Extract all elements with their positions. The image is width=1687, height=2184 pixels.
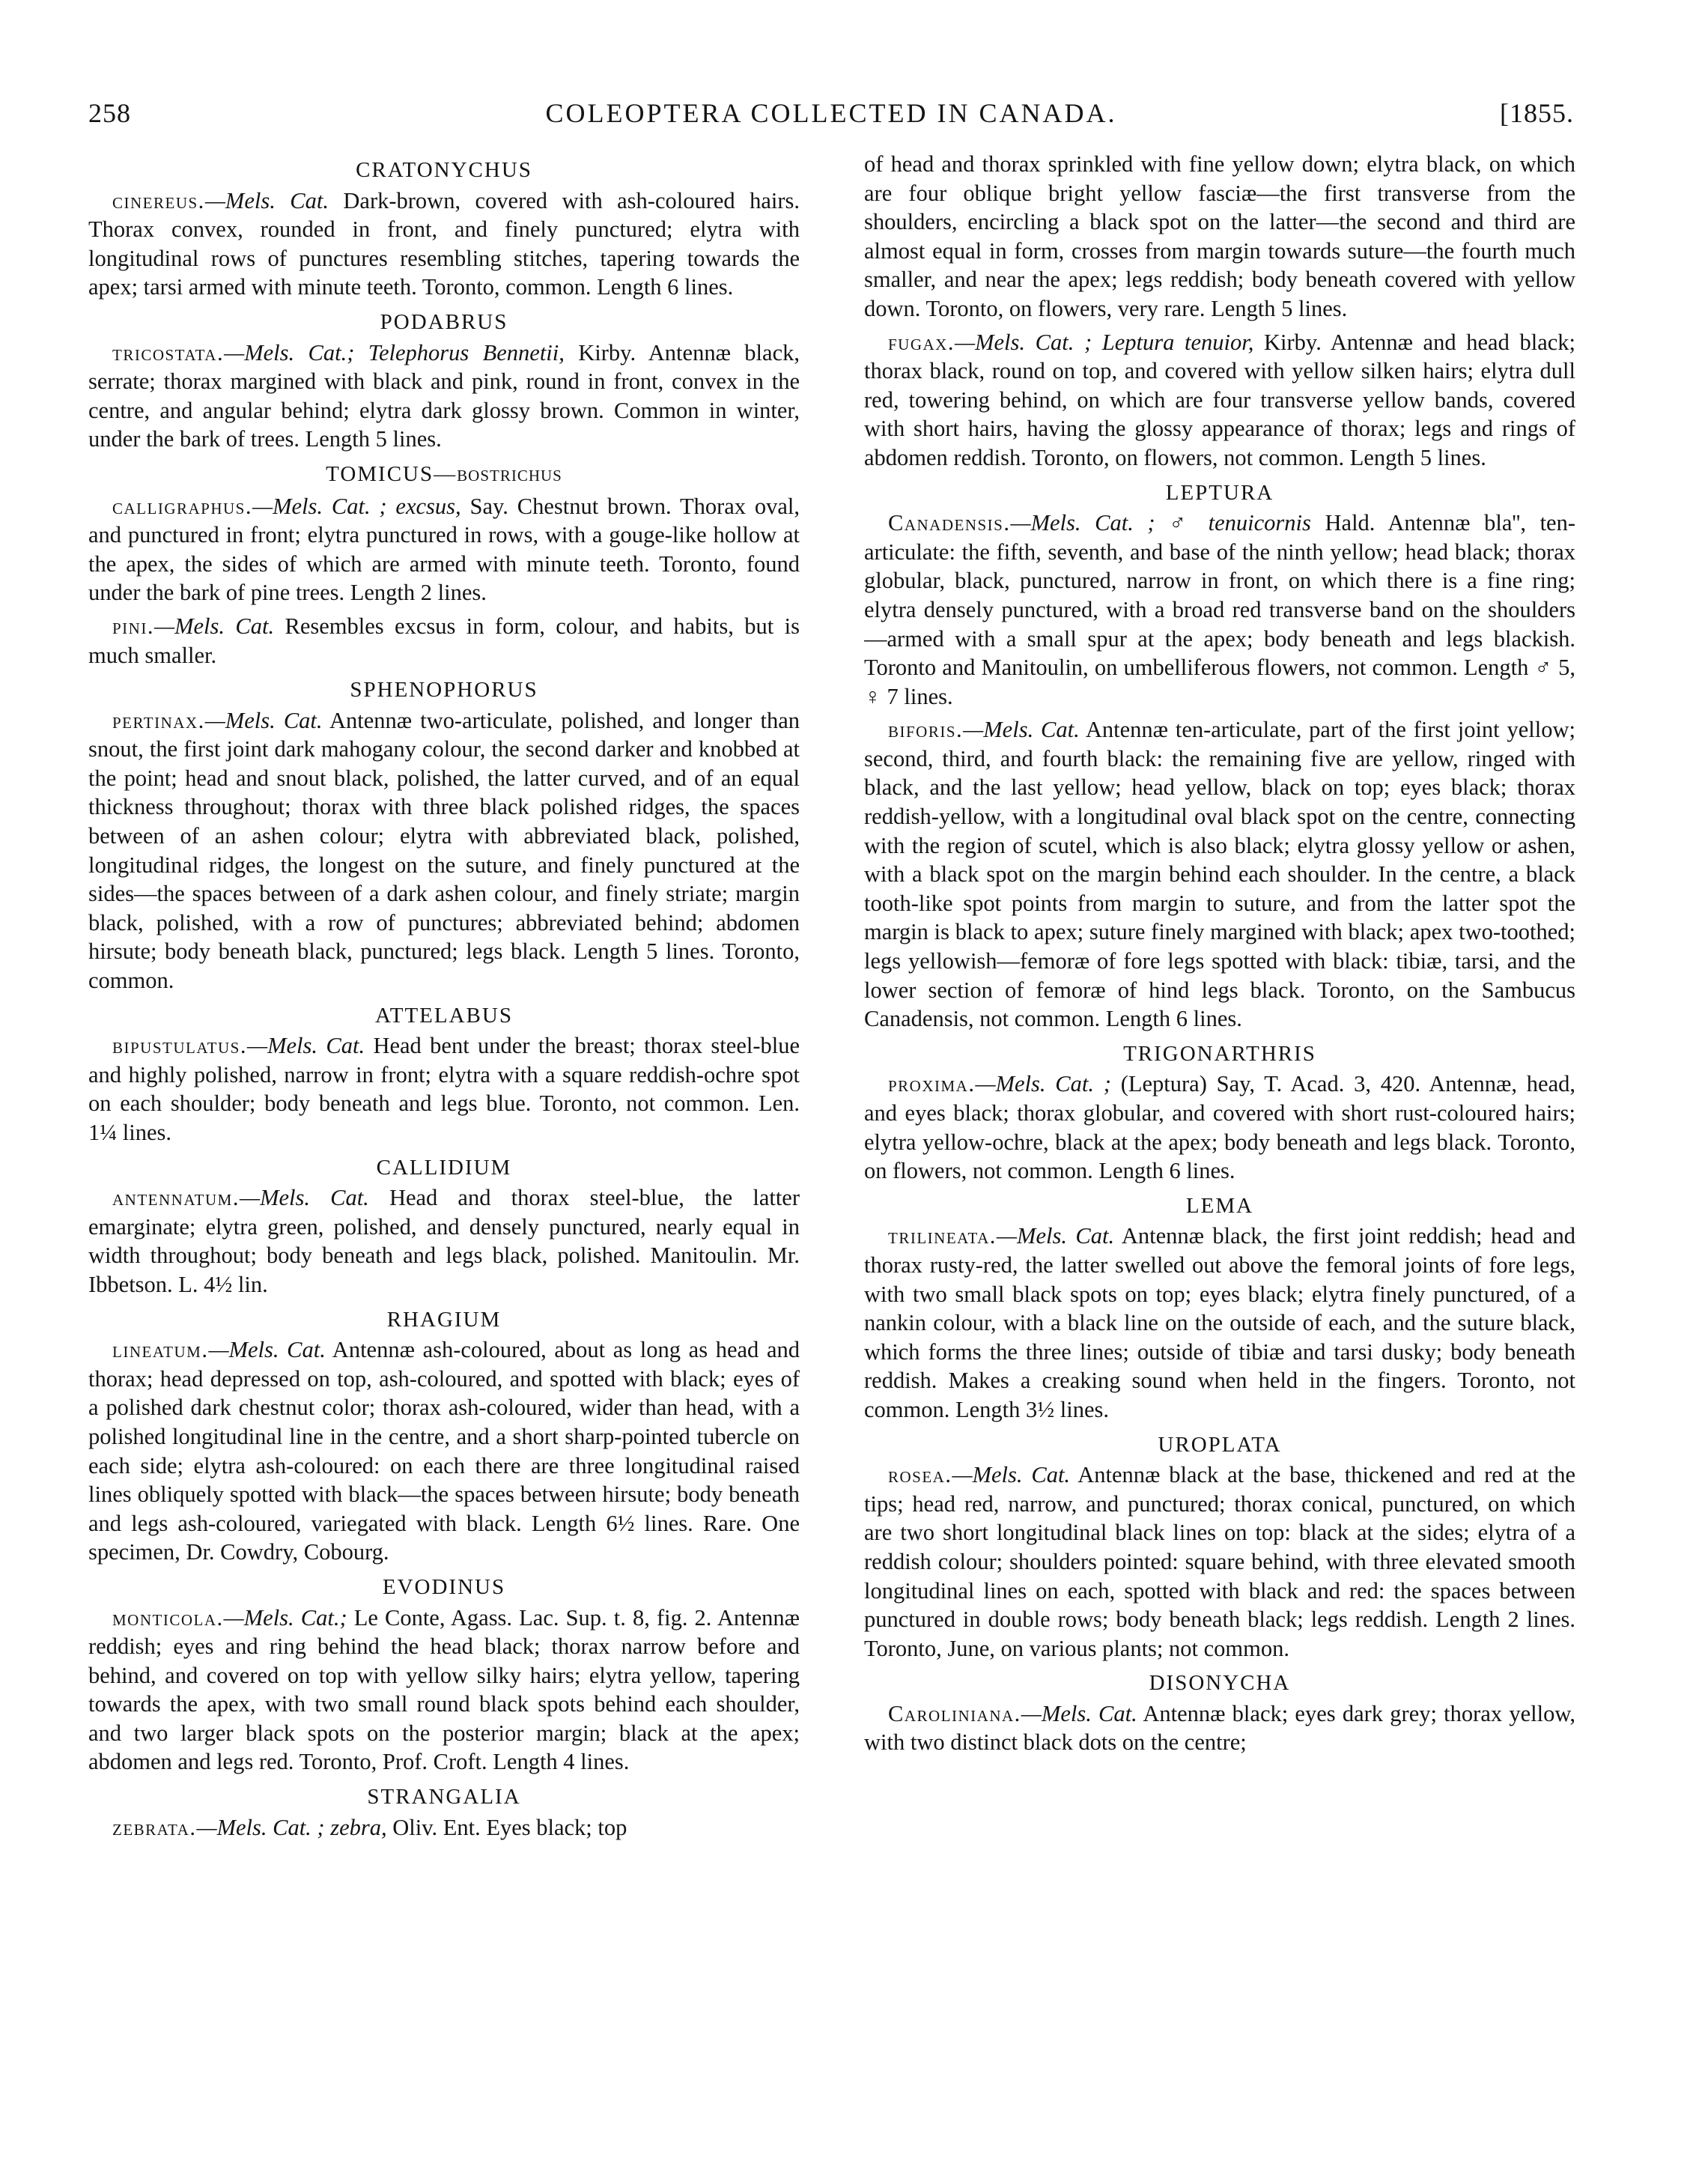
species-name: Canadensis. (888, 510, 1011, 536)
citation: —Mels. Cat. (246, 1033, 365, 1059)
citation: —Mels. Cat. (204, 707, 323, 733)
genus-heading (864, 1431, 1575, 1460)
species-entry (88, 1604, 800, 1777)
species-entry (88, 186, 800, 302)
genus-name: CALLIDIUM (376, 1155, 512, 1180)
citation: —Mels. Cat. ; zebra, (196, 1814, 387, 1840)
genus-heading (88, 1573, 800, 1602)
genus-name: TRIGONARTHRIS (1123, 1041, 1316, 1066)
species-entry (88, 492, 800, 607)
running-title: COLEOPTERA COLLECTED IN CANADA. (545, 98, 1117, 128)
species-entry (88, 339, 800, 454)
genus-heading (88, 156, 800, 185)
species-name: biforis. (888, 717, 964, 743)
genus-name: EVODINUS (382, 1574, 506, 1599)
citation: —Mels. Cat. (239, 1185, 369, 1211)
genus-name: LEMA (1185, 1193, 1254, 1218)
citation: —Mels. Cat. (996, 1223, 1115, 1249)
genus-heading (88, 1305, 800, 1335)
species-name: zebrata. (112, 1814, 197, 1840)
year-label: [1855. (1500, 98, 1574, 128)
genus-heading (864, 1040, 1575, 1069)
citation: —Mels. Cat.; (223, 1604, 347, 1631)
species-name: pini. (112, 613, 154, 639)
citation: —Mels. Cat. (1021, 1700, 1137, 1726)
species-entry (864, 1460, 1575, 1663)
description-text: Dark-brown, covered with ash-coloured hairs. Thorax convex, rounded in front, and finely punctured; elytra with longitudinal rows of punctures resembling stitches, tapering towards the apex; tarsi armed with minute teeth. Toronto, common. Length 6 lines. (88, 187, 800, 300)
genus-name: SPHENOPHORUS (350, 678, 538, 703)
citation: —Mels. Cat. ; (975, 1071, 1111, 1097)
genus-heading (88, 460, 800, 491)
species-entry (864, 328, 1575, 473)
species-name: cinereus. (112, 187, 205, 213)
description-text: Hald. Antennæ bla'', ten-articulate: the fifth, seventh, and base of the ninth yellow; head black; thorax globular, black, punctured, narrow in front, on which there is a fine ring; elytra densely punctured, with a broad red transverse band on the shoulders—armed with a small spur at the apex; body beneath and legs blackish. Toronto and Manitoulin, on umbelliferous flowers, not common. Length ♂ 5, ♀ 7 lines. (864, 510, 1575, 709)
description-text: Kirby. Antennæ and head black; thorax black, round on top, and covered with yellow silken hairs; elytra dull red, towering behind, on which are four transverse yellow bands, covered with short hairs, having the glossy appearance of thorax; legs and rings of abdomen reddish. Toronto, on flowers, not common. Length 5 lines. (864, 329, 1575, 470)
genus-heading (88, 1783, 800, 1812)
citation: —Mels. Cat. ; ♂ tenuicornis (1010, 510, 1311, 536)
genus-heading (864, 1669, 1575, 1698)
description-text: Antennæ ash-coloured, about as long as head and thorax; head depressed on top, ash-coloured, and spotted with black; eyes of a polished dark chestnut color; thorax ash-coloured, wider than head, with a polished longitudinal line in the centre, and a short sharp-pointed tubercle on each side; elytra ash-coloured: on each there are three longitudinal raised lines obliquely spotted with black—the spaces between hirsute; body beneath and legs ash-coloured, variegated with black. Length 6½ lines. Rare. One specimen, Dr. Cowdry, Cobourg. (88, 1337, 800, 1565)
species-entry (88, 1335, 800, 1567)
page-number: 258 (88, 98, 131, 128)
citation: —Mels. Cat. ; excsus, (252, 493, 461, 519)
genus-heading (864, 479, 1575, 508)
species-name: proxima. (888, 1071, 976, 1097)
species-name: calligraphus. (112, 493, 252, 519)
description-text: Antennæ two-articulate, polished, and longer than snout, the first joint dark mahogany colour, the second darker and knobbed at the point; head and snout black, polished, the latter curved, and of an equal thickness throughout; thorax with three black polished ridges, the spaces between of an ashen colour; elytra with abbreviated black, polished, longitudinal ridges, the longest on the suture, and finely punctured at the sides—the spaces between of a dark ashen colour, and finely striate; margin black, polished, with a row of punctures; abbreviated behind; abdomen hirsute; body beneath black, punctured; legs black. Length 5 lines. Toronto, common. (88, 707, 800, 994)
genus-name: UROPLATA (1158, 1432, 1282, 1457)
genus-name: ATTELABUS (375, 1003, 513, 1028)
species-entry (864, 1070, 1575, 1185)
species-entry (88, 1031, 800, 1147)
species-name: bipustulatus. (112, 1033, 247, 1059)
description-text: of head and thorax sprinkled with fine yellow down; elytra black, on which are four oblique bright yellow fasciæ—the first transverse from the shoulders, encircling a black spot on the latter—the second and third are almost equal in form, crosses from margin towards suture—the fourth much smaller, and near the apex; legs reddish; body beneath covered with yellow down. Toronto, on flowers, very rare. Length 5 lines. (864, 151, 1575, 321)
citation: —Mels. Cat. (208, 1337, 326, 1363)
genus-name: PODABRUS (380, 309, 508, 334)
species-name: trilineata. (888, 1223, 997, 1249)
species-name: antennatum. (112, 1185, 240, 1211)
description-text: Antennæ black; eyes dark grey; thorax yellow, with two distinct black dots on the centre; (864, 1700, 1575, 1756)
species-entry (864, 509, 1575, 711)
citation: —Mels. Cat. (963, 717, 1080, 743)
left-column (88, 150, 800, 2120)
description-text: Head and thorax steel-blue, the latter emarginate; elytra green, polished, and densely punctured, nearly equal in width throughout; body beneath and legs black, polished. Manitoulin. Mr. Ibbetson. L. 4½ lin. (88, 1185, 800, 1297)
species-entry (88, 706, 800, 995)
species-entry (864, 150, 1575, 324)
description-text: Head bent under the breast; thorax steel-blue and highly polished, narrow in front; elytra with a square reddish-ochre spot on each shoulder; body beneath and legs blue. Toronto, not common. Len. 1¼ lines. (88, 1033, 800, 1145)
citation: —Mels. Cat. (952, 1462, 1071, 1488)
species-name: tricostata. (112, 339, 225, 365)
species-entry (88, 1183, 800, 1299)
description-text: Antennæ black, the first joint reddish; head and thorax rusty-red, the latter swelled out above the femoral joints of fore legs, with two small black spots on top; eyes black; elytra finely punctured, of a nankin colour, with a black line on the outside of each, and the suture black, which forms the three lines; outside of tibiæ and tarsi dusky; body beneath reddish. Makes a creaking sound when held in the fingers. Toronto, not common. Length 3½ lines. (864, 1223, 1575, 1422)
species-name: monticola. (112, 1604, 224, 1631)
citation: —Mels. Cat. ; Leptura tenuior, (954, 329, 1254, 355)
description-text: Le Conte, Agass. Lac. Sup. t. 8, fig. 2. Antennæ reddish; eyes and ring behind the head black; thorax narrow before and behind, and covered on top with yellow silky hairs; elytra yellow, tapering towards the apex, with two small round black spots behind each shoulder, and two larger black spots on the posterior margin; black at the apex; abdomen and legs red. Toronto, Prof. Croft. Length 4 lines. (88, 1604, 800, 1775)
species-entry (88, 612, 800, 670)
genus-name: STRANGALIA (367, 1785, 521, 1810)
genus-synonym: BOSTRICHUS (457, 466, 562, 485)
species-name: lineatum. (112, 1337, 209, 1363)
genus-name: LEPTURA (1165, 480, 1274, 505)
citation: —Mels. Cat. (204, 187, 329, 213)
genus-heading (864, 1192, 1575, 1221)
description-text: Antennæ black at the base, thickened and red at the tips; head red, narrow, and punctured; thorax conical, punctured, on which are two short longitudinal black lines on top: black at the sides; elytra of a reddish colour; shoulders pointed: square behind, with three elevated smooth longitudinal lines on each, spotted with black and red: the spaces between punctured in double rows; body beneath black; legs reddish. Length 2 lines. Toronto, June, on various plants; not common. (864, 1462, 1575, 1661)
page-header (88, 91, 1574, 144)
species-entry (864, 715, 1575, 1034)
citation: —Mels. Cat.; Telephorus Bennetii, (224, 339, 565, 365)
genus-heading (88, 1153, 800, 1183)
genus-name: CRATONYCHUS (356, 158, 532, 182)
citation: —Mels. Cat. (153, 613, 275, 639)
right-column (864, 150, 1575, 2120)
description-text: (Leptura) Say, T. Acad. 3, 420. Antennæ, head, and eyes black; thorax globular, and covered with short rust-coloured hairs; elytra yellow-ochre, black at the apex; body beneath and legs black. Toronto, on flowers, not common. Length 6 lines. (864, 1071, 1575, 1184)
genus-name: DISONYCHA (1149, 1671, 1291, 1696)
species-name: Caroliniana. (888, 1700, 1021, 1726)
species-entry (864, 1699, 1575, 1757)
species-entry (864, 1222, 1575, 1424)
genus-heading (88, 308, 800, 337)
genus-name: RHAGIUM (386, 1307, 502, 1332)
genus-name: TOMICUS— (326, 461, 458, 486)
species-entry (88, 1813, 800, 1842)
description-text: Oliv. Ent. Eyes black; top (386, 1814, 627, 1840)
species-name: fugax. (888, 329, 955, 355)
description-text: Kirby. Antennæ black, serrate; thorax margined with black and pink, round in front, convex in the centre, and angular behind; elytra dark glossy brown. Common in winter, under the bark of trees. Length 5 lines. (88, 339, 800, 452)
genus-heading (88, 1001, 800, 1031)
description-text: Antennæ ten-articulate, part of the first joint yellow; second, third, and fourth black: the remaining five are yellow, ringed with black, and the last yellow; head yellow, black on top; eyes black; thorax reddish-yellow, with a longitudinal oval black spot on the centre, connecting with the region of scutel, which is also black; elytra glossy yellow or ashen, with a black spot on the margin behind each shoulder. In the centre, a black tooth-like spot points from margin to suture, and from the latter spot the margin is black to apex; suture finely margined with black; apex two-toothed; legs yellowish—femoræ of fore legs spotted with black: tibiæ, tarsi, and the lower section of femoræ of hind legs black. Toronto, on the Sambucus Canadensis, not common. Length 6 lines. (864, 717, 1575, 1032)
description-text: Say. Chestnut brown. Thorax oval, and punctured in front; elytra punctured in rows, with a gouge-like hollow at the apex, the sides of which are armed with minute teeth. Toronto, found under the bark of pine trees. Length 2 lines. (88, 493, 800, 606)
genus-heading (88, 676, 800, 705)
species-name: rosea. (888, 1462, 952, 1488)
species-name: pertinax. (112, 707, 205, 733)
description-text: Resembles excsus in form, colour, and habits, but is much smaller. (88, 613, 800, 668)
